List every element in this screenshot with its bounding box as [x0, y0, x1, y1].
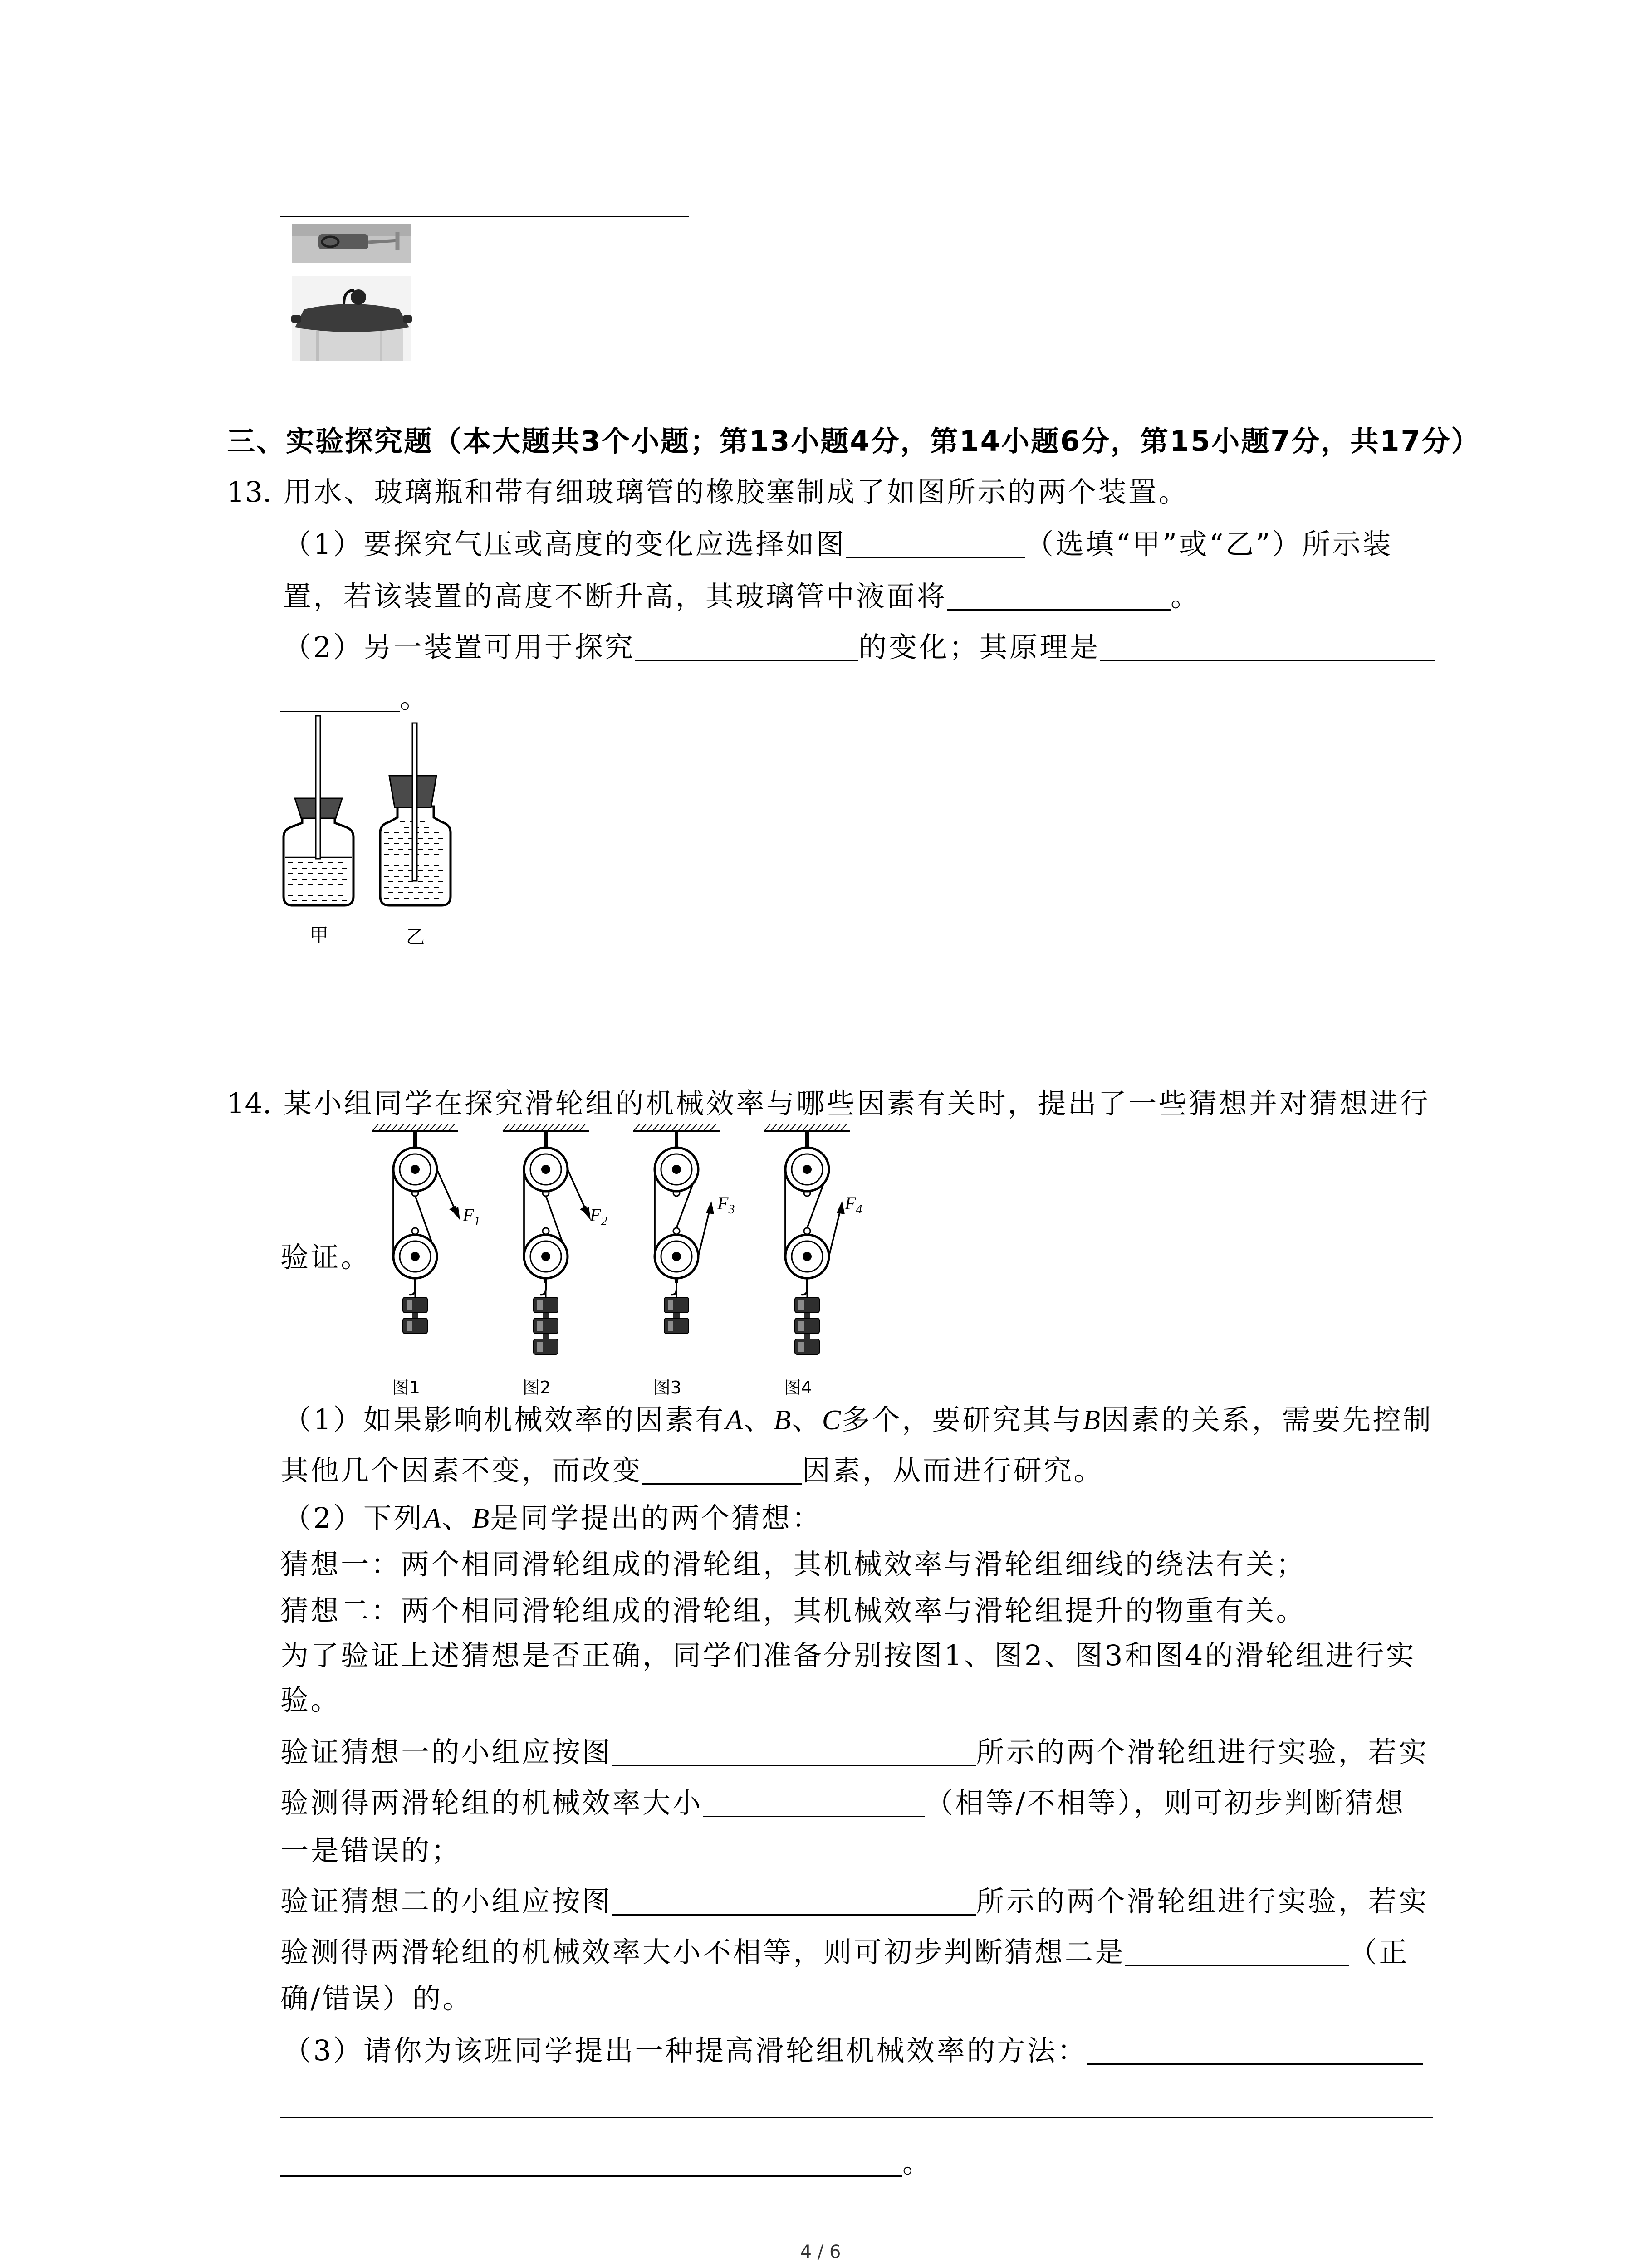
- text: 、: [792, 1403, 822, 1436]
- text: 验证猜想二的小组应按图: [280, 1885, 612, 1918]
- ceiling-hatch: [560, 1124, 566, 1131]
- glass-tube: [412, 723, 417, 881]
- ceiling-hatch: [429, 1124, 436, 1131]
- text: （3）请你为该班同学提出一种提高滑轮组机械效率的方法：: [283, 2034, 1087, 2067]
- ceiling-hatch: [372, 1124, 378, 1131]
- ceiling-hatch: [404, 1124, 410, 1131]
- ceiling-hatch: [815, 1124, 821, 1131]
- answer-blank: [947, 591, 1171, 611]
- q14-part3-line3: [280, 2146, 933, 2180]
- glass-tube: [316, 716, 320, 859]
- movable-pulley-hook: [673, 1228, 680, 1234]
- movable-pulley-hook: [412, 1228, 418, 1234]
- answer-blank: [280, 2157, 902, 2177]
- force-label-f3: [717, 1193, 735, 1217]
- ceiling-hatch: [436, 1124, 442, 1131]
- movable-pulley-hook: [543, 1228, 549, 1234]
- movable-pulley-axle: [411, 1252, 420, 1261]
- hook-weight-highlight: [798, 1342, 804, 1352]
- ceiling-hatch: [515, 1124, 522, 1131]
- q13-part1-line1: [283, 528, 1393, 561]
- guess-b: B: [472, 1503, 490, 1534]
- pulley-systems-figure: [367, 1124, 867, 1405]
- q14-verify1-line2: [280, 1786, 1405, 1820]
- answer-blank: [612, 1896, 976, 1916]
- force-symbol: F: [463, 1205, 474, 1225]
- text: （正: [1349, 1936, 1410, 1969]
- text: 因素的关系，需要先控制: [1101, 1403, 1433, 1436]
- q13-part2-line2: [280, 681, 430, 715]
- answer-blank: [280, 693, 400, 712]
- period: 。: [1171, 580, 1201, 613]
- force-label-f4: [844, 1193, 862, 1217]
- answer-blank: [1125, 1947, 1349, 1966]
- figure-label-yi: 乙: [406, 926, 426, 948]
- pulley-system-3: [633, 1124, 720, 1334]
- period: 。: [902, 2146, 933, 2179]
- figure-caption-3: 图3: [653, 1378, 682, 1398]
- text: 、: [441, 1501, 472, 1535]
- figure-caption-2: 图2: [522, 1378, 551, 1398]
- figure-label-jia: 甲: [309, 924, 329, 946]
- answer-blank: [1087, 2045, 1423, 2065]
- text: 验证猜想一的小组应按图: [280, 1735, 612, 1769]
- lid-handle-left: [291, 315, 301, 323]
- cooker-lid: [295, 304, 409, 332]
- q14-part3-line1: [283, 2034, 1423, 2068]
- ceiling-hatch: [808, 1124, 815, 1131]
- page-number: 4 / 6: [800, 2242, 841, 2263]
- hook-weight-highlight: [537, 1321, 543, 1331]
- force-arrowhead: [706, 1201, 714, 1214]
- pulley-system-1: [372, 1124, 460, 1334]
- cooker-lid-photo: [291, 276, 412, 361]
- ceiling-hatch: [503, 1124, 509, 1131]
- ceiling-hatch: [783, 1124, 789, 1131]
- answer-blank: [1100, 642, 1435, 661]
- q14-plan-line2: 验。: [280, 1683, 341, 1716]
- ceiling-hatch: [697, 1124, 703, 1131]
- question-number: 14.: [227, 1087, 272, 1120]
- force-symbol: F: [845, 1193, 856, 1213]
- q13-part2-text-middle: 的变化；其原理是: [858, 631, 1100, 664]
- q14-verify1-line1: [280, 1735, 1429, 1769]
- hook-weight-neck: [804, 1334, 810, 1339]
- fixed-pulley-axle: [803, 1165, 812, 1174]
- ceiling-hatch: [764, 1124, 770, 1131]
- movable-pulley-axle: [541, 1252, 550, 1261]
- text: 是同学提出的两个猜想：: [490, 1501, 822, 1535]
- ceiling-hatch: [423, 1124, 429, 1131]
- hook-weight-highlight: [537, 1300, 543, 1310]
- ceiling-hatch: [796, 1124, 802, 1131]
- factor-b: B: [1083, 1405, 1101, 1436]
- q14-part1-line1: [283, 1403, 1433, 1437]
- ceiling-hatch: [828, 1124, 834, 1131]
- q14-verify1-line3: 一是错误的；: [280, 1834, 462, 1867]
- force-arrowhead: [837, 1201, 845, 1214]
- ceiling-hatch: [703, 1124, 710, 1131]
- ceiling-hatch: [678, 1124, 684, 1131]
- text: 多个，要研究其与: [842, 1403, 1083, 1436]
- ceiling-hatch: [671, 1124, 678, 1131]
- hook-weight-highlight: [407, 1300, 412, 1310]
- fixed-pulley-axle: [672, 1165, 681, 1174]
- previous-answer-blank-line: [280, 216, 689, 217]
- ceiling-hatch: [802, 1124, 808, 1131]
- ceiling-hatch: [770, 1124, 777, 1131]
- text: 其他几个因素不变，而改变: [280, 1454, 643, 1487]
- text: （相等/不相等），则可初步判断猜想: [925, 1786, 1406, 1819]
- fixed-pulley-axle: [541, 1165, 550, 1174]
- hook-weight-neck: [543, 1334, 549, 1339]
- answer-blank: [703, 1798, 925, 1817]
- force-subscript: 2: [601, 1214, 607, 1228]
- hook-weight-highlight: [668, 1300, 673, 1310]
- weight-hook: [409, 1283, 415, 1295]
- ceiling-hatch: [777, 1124, 783, 1131]
- q13-part1-line2-text: 置，若该装置的高度不断升高，其玻璃管中液面将: [283, 580, 947, 613]
- rope-free-end: [698, 1207, 710, 1256]
- q13-stem-line: [227, 475, 1189, 509]
- hook-weight-highlight: [798, 1300, 804, 1310]
- hook-weight-highlight: [407, 1321, 412, 1331]
- ceiling-hatch: [410, 1124, 416, 1131]
- q14-stem-end: 验证。: [280, 1241, 371, 1274]
- text: （1）如果影响机械效率的因素有: [283, 1403, 725, 1436]
- ceiling-hatch: [528, 1124, 534, 1131]
- text: 验测得两滑轮组的机械效率大小: [280, 1786, 703, 1819]
- ceiling-hatch: [840, 1124, 847, 1131]
- q14-part1-line2: [280, 1454, 1104, 1487]
- clip-handle: [368, 240, 398, 242]
- text: 因素，从而进行研究。: [802, 1454, 1104, 1487]
- ceiling-hatch: [691, 1124, 697, 1131]
- ceiling-hatch: [385, 1124, 391, 1131]
- ceiling-hatch: [547, 1124, 554, 1131]
- pulley-system-4: [764, 1124, 850, 1354]
- q14-plan-line1: 为了验证上述猜想是否正确，同学们准备分别按图1、图2、图3和图4的滑轮组进行实: [280, 1639, 1416, 1672]
- ceiling-hatch: [640, 1124, 646, 1131]
- hook-weight-highlight: [668, 1321, 673, 1331]
- ceiling-hatch: [378, 1124, 385, 1131]
- movable-pulley-axle: [803, 1252, 812, 1261]
- hook-weight-highlight: [798, 1321, 804, 1331]
- ceiling-hatch: [789, 1124, 796, 1131]
- clip-photo: [292, 224, 411, 263]
- factor-b: B: [774, 1405, 792, 1436]
- pulley-system-2: [503, 1124, 591, 1354]
- bottle-jia: [284, 716, 353, 905]
- ceiling-hatch: [684, 1124, 691, 1131]
- pulley-units: [372, 1124, 850, 1354]
- pressure-cooker-photos: [290, 222, 413, 363]
- q14-guess1: 猜想一：两个相同滑轮组成的滑轮组，其机械效率与滑轮组细线的绕法有关；: [280, 1548, 1307, 1581]
- q13-part1-line2: [283, 580, 1201, 613]
- ceiling-hatch: [665, 1124, 671, 1131]
- figure-caption-4: 图4: [784, 1378, 813, 1398]
- q14-guess2: 猜想二：两个相同滑轮组成的滑轮组，其机械效率与滑轮组提升的物重有关。: [280, 1594, 1307, 1627]
- q14-stem: 某小组同学在探究滑轮组的机械效率与哪些因素有关时，提出了一些猜想并对猜想进行: [284, 1087, 1430, 1120]
- answer-blank: [642, 1465, 802, 1485]
- hook-weight-highlight: [537, 1342, 543, 1352]
- ceiling-hatch: [821, 1124, 828, 1131]
- answer-blank: [635, 642, 858, 661]
- hook-weight-neck: [804, 1313, 810, 1318]
- ceiling-hatch: [391, 1124, 397, 1131]
- bottle-apparatus-figure: [272, 712, 463, 957]
- text: 所示的两个滑轮组进行实验，若实: [976, 1735, 1429, 1769]
- pressure-valve-knob: [351, 289, 366, 305]
- ceiling-hatch: [554, 1124, 560, 1131]
- force-label-f2: [589, 1205, 607, 1228]
- force-label-f1: [462, 1205, 480, 1228]
- ceiling-hatch: [566, 1124, 573, 1131]
- ceiling-hatch: [834, 1124, 840, 1131]
- section-heading: 三、实验探究题（本大题共3个小题；第13小题4分，第14小题6分，第15小题7分，共17分）: [227, 425, 1481, 458]
- lid-handle-right: [403, 315, 412, 323]
- q14-verify2-line1: [280, 1885, 1429, 1918]
- ceiling-hatch: [522, 1124, 528, 1131]
- q14-part2-intro: [283, 1501, 822, 1535]
- question-number: 13.: [227, 475, 272, 508]
- ceiling-hatch: [534, 1124, 541, 1131]
- ceiling-hatch: [397, 1124, 404, 1131]
- weight-hook: [540, 1283, 546, 1295]
- q14-verify2-line2: [280, 1936, 1409, 1969]
- ceiling-hatch: [652, 1124, 659, 1131]
- ceiling-hatch: [710, 1124, 716, 1131]
- hook-weight-neck: [543, 1313, 549, 1318]
- text: （2）下列: [283, 1501, 424, 1535]
- text: 所示的两个滑轮组进行实验，若实: [976, 1885, 1429, 1918]
- factor-c: C: [822, 1405, 842, 1436]
- ceiling-hatch: [633, 1124, 640, 1131]
- pot-body: [300, 327, 403, 361]
- bottle-yi: [380, 723, 451, 905]
- force-subscript: 4: [856, 1202, 862, 1217]
- q14-stem-line: [227, 1087, 1430, 1120]
- weight-hook: [801, 1283, 807, 1295]
- movable-pulley-hook: [804, 1228, 810, 1234]
- text: 验测得两滑轮组的机械效率大小不相等，则可初步判断猜想二是: [280, 1936, 1126, 1969]
- ceiling-hatch: [448, 1124, 455, 1131]
- force-subscript: 1: [474, 1214, 480, 1228]
- rope-free-end: [829, 1207, 841, 1256]
- answer-blank: [612, 1747, 976, 1766]
- figure-caption-1: 图1: [392, 1378, 421, 1398]
- text: 、: [743, 1403, 774, 1436]
- q13-part1-text-after: （选填“甲”或“乙”）所示装: [1025, 528, 1393, 561]
- answer-blank: [846, 539, 1025, 558]
- ceiling-hatch: [509, 1124, 515, 1131]
- ceiling-hatch: [573, 1124, 579, 1131]
- force-symbol: F: [717, 1193, 729, 1213]
- q13-part2-line1: [283, 631, 1435, 664]
- hook-weight-neck: [673, 1313, 680, 1318]
- hook-weight-neck: [412, 1313, 418, 1318]
- ceiling-hatch: [442, 1124, 448, 1131]
- ceiling-hatch: [646, 1124, 652, 1131]
- q13-stem: 用水、玻璃瓶和带有细玻璃管的橡胶塞制成了如图所示的两个装置。: [284, 475, 1189, 508]
- answer-blank-line: [280, 2117, 1433, 2118]
- force-subscript: 3: [728, 1202, 735, 1217]
- q13-part1-text-before: （1）要探究气压或高度的变化应选择如图: [283, 528, 846, 561]
- guess-a: A: [423, 1503, 442, 1534]
- ceiling-hatch: [416, 1124, 423, 1131]
- q13-part2-text-before: （2）另一装置可用于探究: [283, 631, 635, 664]
- ceiling-hatch: [659, 1124, 665, 1131]
- period: 。: [400, 681, 430, 714]
- q14-verify2-line3: 确/错误）的。: [280, 1982, 473, 2015]
- ceiling-hatch: [579, 1124, 585, 1131]
- weight-hook: [671, 1283, 676, 1295]
- factor-a: A: [725, 1405, 744, 1436]
- fixed-pulley-axle: [411, 1165, 420, 1174]
- ceiling-hatch: [541, 1124, 547, 1131]
- movable-pulley-axle: [672, 1252, 681, 1261]
- force-symbol: F: [590, 1205, 601, 1225]
